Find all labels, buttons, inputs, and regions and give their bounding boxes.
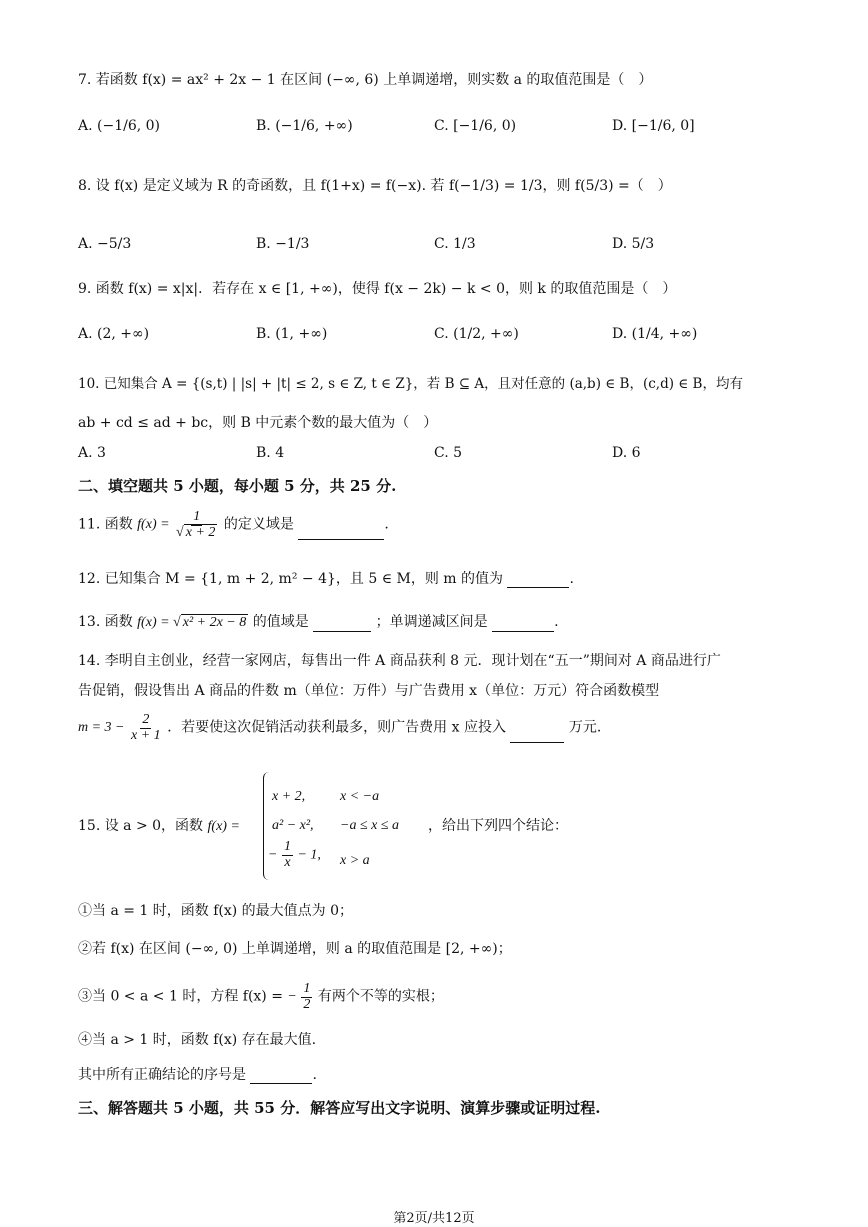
q14-model-formula: m = 3 − $\frac{2}{x + 1}$ — [78, 712, 161, 743]
q15-case2-expr: a² − x², — [272, 818, 314, 833]
q8-option-c: C. 1/3 — [434, 236, 476, 252]
q7-option-c: C. [−1/6, 0) — [434, 118, 517, 134]
question-10-stem-line1: 10. 已知集合 A = {(s,t) | |s| + |t| ≤ 2, s ∈ Z, t ∈ Z}，若 B ⊆ A，且对任意的 (a,b) ∈ B，(c,d) ∈ B，均有 — [78, 376, 743, 392]
q9-option-b: B. (1, +∞) — [256, 326, 328, 342]
q15-case2-cond: −a ≤ x ≤ a — [340, 818, 400, 833]
q15-function-label: f(x) = — [207, 819, 240, 834]
q13-prefix: 13. 函数 — [78, 614, 133, 630]
q11-prefix: 11. 函数 — [78, 516, 133, 533]
q8-option-b: B. −1/3 — [256, 236, 310, 252]
q15-answer-line — [78, 1067, 317, 1084]
q9-option-a: A. (2, +∞) — [78, 326, 150, 342]
q9-option-d: D. (1/4, +∞) — [612, 326, 698, 342]
question-10-stem-line2: ab + cd ≤ ad + bc，则 B 中元素个数的最大值为（ ） — [78, 415, 438, 431]
question-12 — [78, 571, 574, 588]
q13-formula: f(x) = √ x² + 2x − 8 — [137, 615, 247, 630]
q15-case1-cond: x < −a — [340, 789, 380, 804]
q9-option-c: C. (1/2, +∞) — [434, 326, 519, 342]
q7-option-b: B. (−1/6, +∞) — [256, 118, 353, 134]
q14-answer-blank[interactable] — [510, 728, 564, 743]
q13-end: . — [554, 614, 559, 630]
q15-conclusion-2: ②若 f(x) 在区间 (−∞, 0) 上单调递增，则 a 的取值范围是 [2, +∞)； — [78, 941, 512, 957]
question-14-line1: 14. 李明自主创业，经营一家网店，每售出一件 A 商品获利 8 元．现计划在“五一”期间对 A 商品进行广 — [78, 653, 721, 669]
q15-c3-prefix: ③当 0 < a < 1 时，方程 f(x) = — [78, 988, 283, 1005]
q14-line3-end: 万元. — [568, 719, 602, 736]
question-11 — [78, 510, 389, 540]
q15-conclusion-3 — [78, 982, 444, 1012]
q13-range-blank[interactable] — [313, 617, 371, 632]
q15-suffix: ，给出下列四个结论： — [428, 818, 568, 834]
question-8-stem: 8. 设 f(x) 是定义域为 R 的奇函数，且 f(1+x) = f(−x). 若 f(−1/3) = 1/3，则 f(5/3) =（ ） — [78, 178, 672, 194]
q11-formula: f(x) = $\frac{1}{√ x + 2}$ — [137, 509, 216, 540]
q11-suffix: 的定义域是 — [223, 516, 294, 533]
q14-line3-text: ．若要使这次促销活动获利最多，则广告费用 x 应投入 — [167, 719, 506, 736]
section-2-heading: 二、填空题共 5 小题，每小题 5 分，共 25 分. — [78, 477, 397, 495]
q7-option-a: A. (−1/6, 0) — [78, 118, 161, 134]
page-footer: 第2页/共12页 — [393, 1211, 475, 1226]
q15-conclusion-4: ④当 a > 1 时，函数 f(x) 存在最大值. — [78, 1032, 317, 1048]
q15-case3-tail: − 1, — [297, 847, 321, 863]
q12-end: . — [569, 571, 574, 587]
question-9-stem: 9. 函数 f(x) = x|x|．若存在 x ∈ [1, +∞)，使得 f(x − 2k) − k < 0，则 k 的取值范围是（ ） — [78, 281, 677, 297]
q15-answer-end: . — [312, 1067, 317, 1083]
q11-end: . — [384, 516, 389, 533]
q12-text: 12. 已知集合 M = {1, m + 2, m² − 4}，且 5 ∈ M，则 m 的值为 — [78, 571, 504, 587]
question-15-stem — [78, 818, 240, 836]
question-13 — [78, 614, 559, 632]
q10-option-a: A. 3 — [78, 445, 106, 461]
q15-prefix: 15. 设 a > 0，函数 — [78, 818, 204, 834]
q15-answer-blank[interactable] — [250, 1069, 312, 1084]
q15-c3-suffix: 有两个不等的实根； — [317, 988, 444, 1005]
q11-answer-blank[interactable] — [298, 525, 384, 540]
section-3-heading: 三、解答题共 5 小题，共 55 分．解答应写出文字说明、演算步骤或证明过程. — [78, 1099, 601, 1117]
q7-option-d: D. [−1/6, 0] — [612, 118, 695, 134]
q13-mid2: ；单调递减区间是 — [375, 614, 488, 630]
question-7-stem: 7. 若函数 f(x) = ax² + 2x − 1 在区间 (−∞, 6) 上单调递增，则实数 a 的取值范围是（ ） — [78, 72, 653, 88]
q15-conclusion-1: ①当 a = 1 时，函数 f(x) 的最大值点为 0； — [78, 903, 354, 919]
q15-answer-prompt: 其中所有正确结论的序号是 — [78, 1067, 246, 1083]
q15-case3-cond: x > a — [340, 853, 370, 868]
q10-option-d: D. 6 — [612, 445, 641, 461]
q13-interval-blank[interactable] — [492, 617, 554, 632]
question-14-line2: 告促销，假设售出 A 商品的件数 m（单位：万件）与广告费用 x（单位：万元）符合函数模型 — [78, 683, 660, 699]
question-14-line3 — [78, 713, 601, 743]
q12-answer-blank[interactable] — [507, 573, 569, 588]
q10-option-c: C. 5 — [434, 445, 463, 461]
q13-mid: 的值域是 — [252, 614, 309, 630]
q15-case1-expr: x + 2, — [272, 789, 306, 804]
q15-case3-expr: − $\frac{1}{x}$ − 1, — [268, 839, 321, 870]
q10-option-b: B. 4 — [256, 445, 285, 461]
q8-option-a: A. −5/3 — [78, 236, 132, 252]
q8-option-d: D. 5/3 — [612, 236, 655, 252]
q15-c3-value: − $\frac{1}{2}$ — [287, 981, 311, 1012]
